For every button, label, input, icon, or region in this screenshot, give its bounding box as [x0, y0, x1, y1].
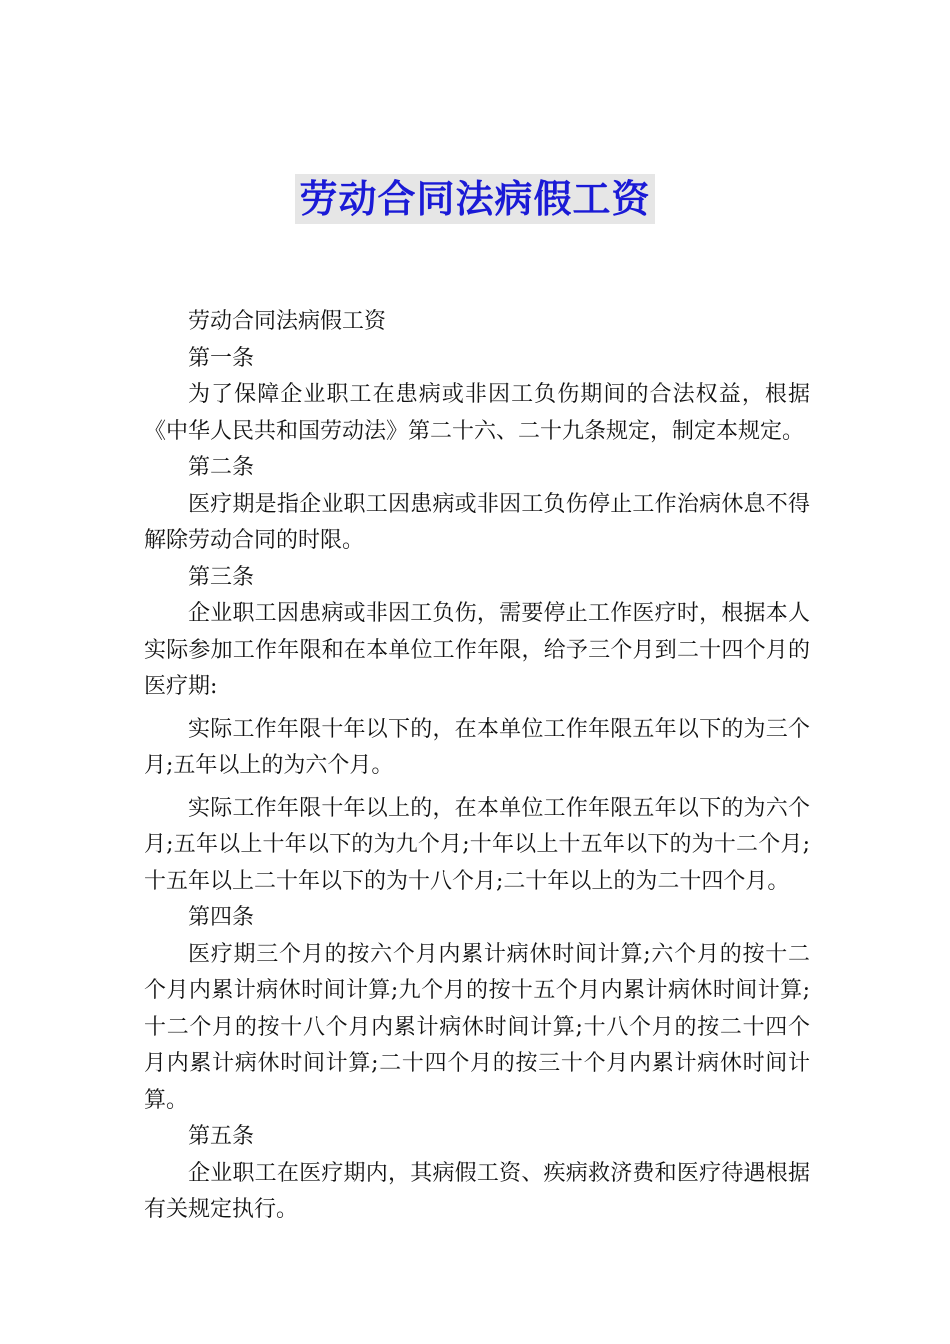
article-3-heading: 第三条	[188, 564, 255, 590]
document-title: 劳动合同法病假工资	[295, 174, 654, 224]
document-body	[144, 304, 810, 1229]
title-area	[0, 174, 950, 224]
article-5-heading: 第五条	[188, 1124, 255, 1149]
article-4-text: 医疗期三个月的按六个月内累计病休时间计算;六个月的按十二个月内累计病休时间计算;九个月的按十五个月内累计病休时间计算;十二个月的按十八个月内累计病休时间计算;十八个月的按二十四个月内累计病休时间计算;二十四个月的按三十个月内累计病休时间计算。	[144, 941, 810, 1113]
article-4-heading: 第四条	[188, 905, 255, 930]
article-1-text: 为了保障企业职工在患病或非因工负伤期间的合法权益，根据《中华人民共和国劳动法》第二十六、二十九条规定，制定本规定。	[144, 382, 810, 444]
article-5-text: 企业职工在医疗期内，其病假工资、疾病救济费和医疗待遇根据有关规定执行。	[144, 1160, 810, 1222]
article-3-text: 企业职工因患病或非因工负伤，需要停止工作医疗时，根据本人实际参加工作年限和在本单位工作年限，给予三个月到二十四个月的医疗期:	[144, 601, 810, 699]
article-2-text: 医疗期是指企业职工因患病或非因工负伤停止工作治病休息不得解除劳动合同的时限。	[144, 491, 810, 553]
article-3-clause-1: 实际工作年限十年以下的，在本单位工作年限五年以下的为三个月;五年以上的为六个月。	[144, 716, 810, 778]
heading-paragraph: 劳动合同法病假工资	[188, 309, 387, 334]
article-2-heading: 第二条	[188, 455, 255, 480]
article-1-heading: 第一条	[188, 345, 255, 371]
article-3-clause-2: 实际工作年限十年以上的，在本单位工作年限五年以下的为六个月;五年以上十年以下的为九个月;十年以上十五年以下的为十二个月;十五年以上二十年以下的为十八个月;二十年以上的为二十四个月。	[144, 795, 810, 894]
